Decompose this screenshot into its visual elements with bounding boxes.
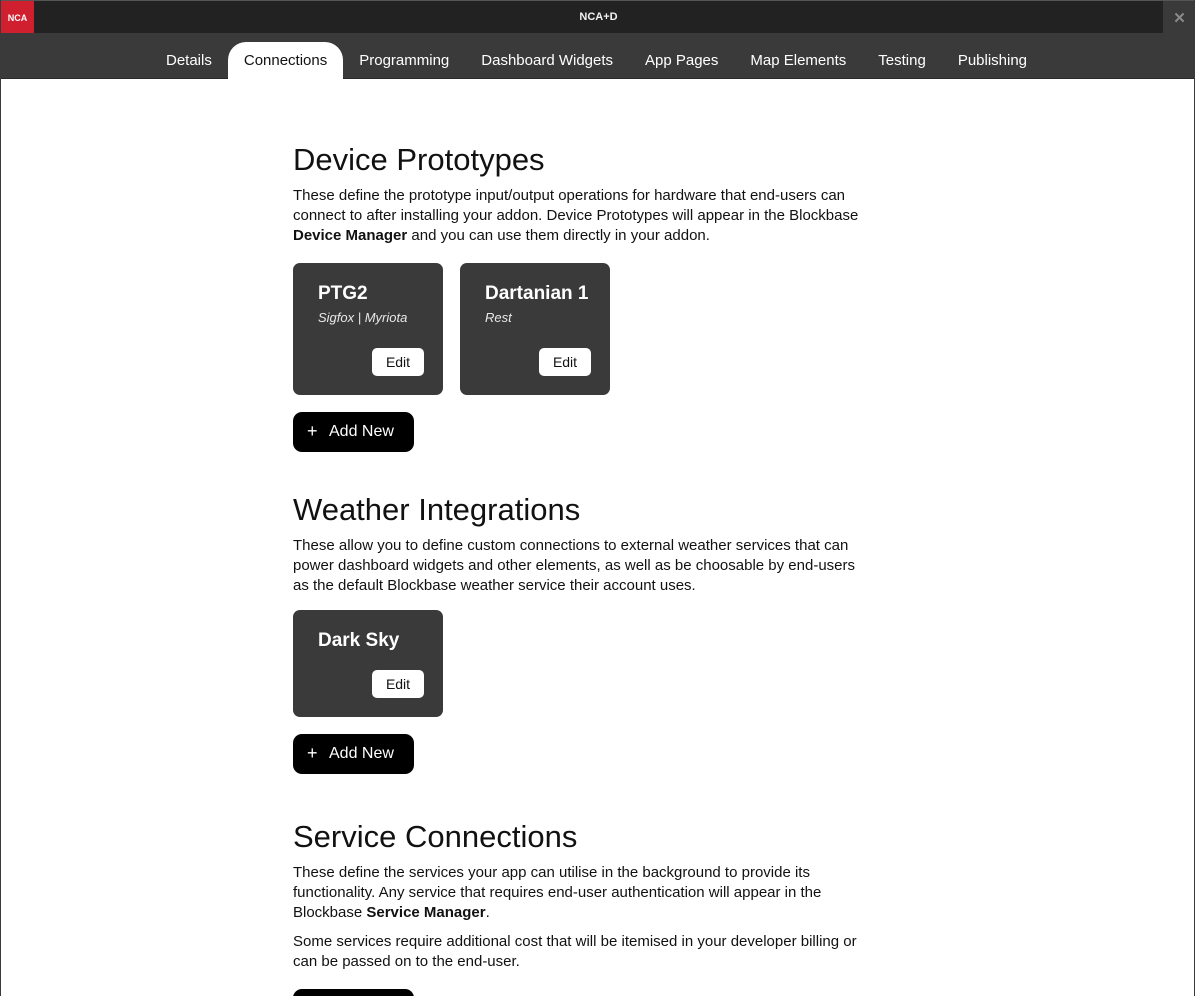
tab-programming[interactable]: Programming	[359, 52, 450, 69]
edit-button[interactable]: Edit	[372, 670, 424, 698]
tab-list	[150, 42, 1043, 79]
device-card	[293, 263, 443, 395]
service-manager-label: Service Manager	[366, 904, 486, 921]
tab-map-elements[interactable]: Map Elements	[750, 52, 847, 69]
weather-integration-cards	[293, 610, 873, 717]
tab-dashboard-widgets[interactable]: Dashboard Widgets	[481, 52, 614, 69]
section-description: These allow you to define custom connections to external weather services that can power dashboard widgets and other elements, as well as be choosable by end-users as the default Blockbase weather service their account uses.	[293, 537, 856, 594]
tab-publishing[interactable]: Publishing	[957, 52, 1028, 69]
device-manager-label: Device Manager	[293, 227, 408, 244]
title-bar	[1, 0, 1195, 33]
close-icon[interactable]: ✕	[1163, 1, 1195, 34]
section-heading: Weather Integrations	[293, 492, 581, 527]
device-card	[460, 263, 610, 395]
weather-card	[293, 610, 443, 717]
section-description	[293, 186, 873, 246]
tab-bar	[1, 33, 1195, 79]
section-description	[293, 863, 873, 923]
main-content	[293, 79, 873, 996]
description-text: .	[485, 904, 490, 921]
add-button-label: Add New	[329, 423, 394, 440]
description-text: These define the prototype input/output operations for hardware that end-users can connect to after installing your addon. Device Prototypes will appear in the Blockbase	[293, 187, 859, 224]
card-title: Dark Sky	[318, 630, 400, 651]
tab-app-pages[interactable]: App Pages	[645, 52, 719, 69]
add-weather-integration-button[interactable]	[293, 734, 414, 774]
card-subtitle: Rest	[485, 310, 512, 325]
card-subtitle: Sigfox | Myriota	[318, 310, 408, 325]
section-description-extra: Some services require additional cost that will be itemised in your developer billing or can be passed on to the end-user.	[293, 933, 857, 970]
edit-button[interactable]: Edit	[539, 348, 591, 376]
add-service-connection-button[interactable]	[293, 989, 414, 996]
device-prototype-cards	[293, 263, 873, 395]
add-button-label: Add New	[329, 745, 394, 762]
service-connections-section	[293, 818, 873, 996]
card-title: PTG2	[318, 283, 368, 304]
card-title: Dartanian 1	[485, 283, 589, 304]
plus-icon: +	[307, 421, 318, 441]
tab-details[interactable]: Details	[166, 52, 212, 69]
weather-integrations-section	[293, 491, 873, 774]
tab-testing[interactable]: Testing	[878, 52, 926, 69]
device-prototypes-section	[293, 141, 873, 452]
section-heading: Device Prototypes	[293, 142, 545, 177]
tab-connections[interactable]: Connections	[228, 42, 343, 79]
window-title: NCA+D	[579, 11, 618, 23]
plus-icon: +	[307, 743, 318, 763]
section-heading: Service Connections	[293, 819, 578, 854]
app-logo: NCA	[1, 1, 34, 34]
description-text: These define the services your app can utilise in the background to provide its functionality. Any service that requires end-user authentication will appear in the Blockbase	[293, 864, 822, 921]
add-device-prototype-button[interactable]	[293, 412, 414, 452]
description-text: and you can use them directly in your addon.	[407, 227, 710, 244]
edit-button[interactable]: Edit	[372, 348, 424, 376]
